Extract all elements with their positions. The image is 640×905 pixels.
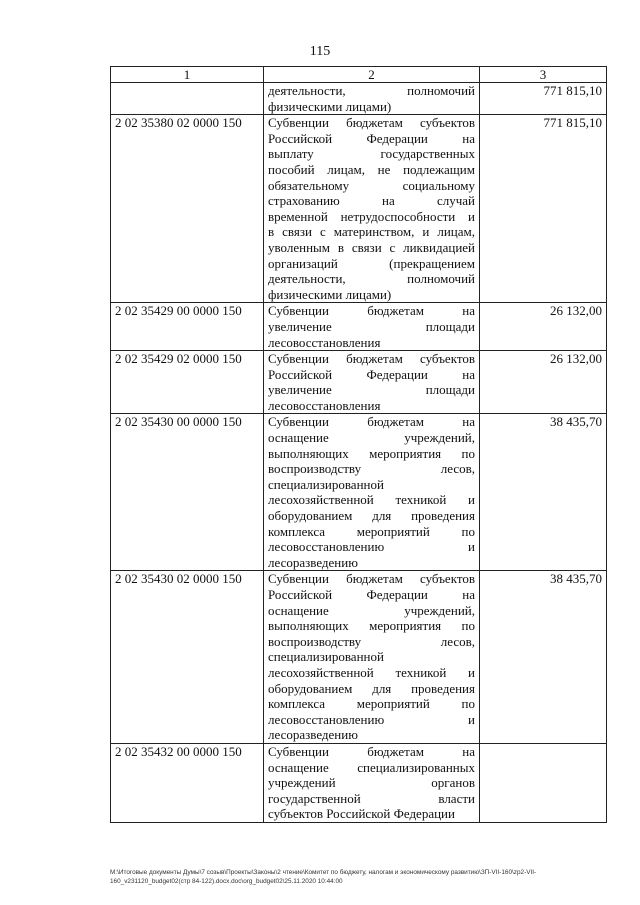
page-number: 115 bbox=[309, 44, 331, 59]
description-line: комплекса мероприятий по bbox=[268, 696, 475, 712]
description-line: Субвенции бюджетам на bbox=[268, 303, 475, 319]
description-line: Российской Федерации на bbox=[268, 366, 475, 382]
column-header-1: 1 bbox=[111, 67, 264, 83]
description-line: обязательному социальному bbox=[268, 177, 475, 193]
description-line: комплекса мероприятий по bbox=[268, 523, 475, 539]
table-body bbox=[111, 83, 607, 823]
description-line: физическими лицами) bbox=[268, 98, 392, 114]
budget-code-cell bbox=[111, 83, 264, 115]
description-line: увеличение площади bbox=[268, 382, 475, 398]
amount-cell bbox=[480, 743, 607, 822]
column-header-2: 2 bbox=[264, 67, 480, 83]
amount-cell: 38 435,70 bbox=[480, 414, 607, 571]
document-path-footer: M:\Итоговые документы Думы\7 созыв\Проекты\Законы\2 чтение\Комитет по бюджету, налогам и экономическому развитию\ЗП-VII-160\zp2-VII-160_v231120_budget02(стр 84-122).docx.doc\org_budget02\25.11.2020 10:44:00 bbox=[110, 869, 537, 885]
description-line: увеличение площади bbox=[268, 318, 475, 334]
description-line: специализированной bbox=[268, 476, 384, 492]
table-row bbox=[111, 303, 607, 351]
description-cell bbox=[264, 571, 480, 744]
budget-code-cell: 2 02 35430 00 0000 150 bbox=[111, 414, 264, 571]
description-line: воспроизводству лесов, bbox=[268, 633, 475, 649]
description-line: оснащение специализированных bbox=[268, 759, 475, 775]
description-line: выполняющих мероприятия по bbox=[268, 618, 475, 634]
table-row bbox=[111, 571, 607, 744]
description-cell bbox=[264, 303, 480, 351]
table-header-row bbox=[111, 67, 607, 83]
description-line: в связи с материнством, и лицам, bbox=[268, 224, 475, 240]
description-line: уволенным в связи с ликвидацией bbox=[268, 239, 475, 255]
table-row bbox=[111, 414, 607, 571]
budget-code-cell: 2 02 35432 00 0000 150 bbox=[111, 743, 264, 822]
description-line: деятельности, полномочий bbox=[268, 271, 475, 287]
description-line: страхованию на случай bbox=[268, 193, 475, 209]
column-header-3: 3 bbox=[480, 67, 607, 83]
description-line: лесовосстановления bbox=[268, 397, 381, 413]
description-line: Российской Федерации на bbox=[268, 130, 475, 146]
description-line: специализированной bbox=[268, 649, 384, 665]
description-line: оборудованием для проведения bbox=[268, 508, 475, 524]
budget-code-cell: 2 02 35429 02 0000 150 bbox=[111, 351, 264, 414]
description-line: лесовосстановления bbox=[268, 334, 381, 350]
description-line: учреждений органов bbox=[268, 775, 475, 791]
description-line: субъектов Российской Федерации bbox=[268, 806, 455, 822]
description-cell bbox=[264, 351, 480, 414]
description-line: лесохозяйственной техникой и bbox=[268, 664, 475, 680]
description-cell bbox=[264, 414, 480, 571]
description-cell bbox=[264, 115, 480, 303]
description-line: лесовосстановлению и bbox=[268, 711, 475, 727]
description-line: Субвенции бюджетам субъектов bbox=[268, 571, 475, 587]
description-line: физическими лицами) bbox=[268, 286, 392, 302]
description-line: лесовосстановлению и bbox=[268, 539, 475, 555]
amount-cell: 771 815,10 bbox=[480, 115, 607, 303]
description-line: Субвенции бюджетам на bbox=[268, 414, 475, 430]
description-line: выполняющих мероприятия по bbox=[268, 445, 475, 461]
description-line: организаций (прекращением bbox=[268, 255, 475, 271]
table-row bbox=[111, 83, 607, 115]
description-line: лесоразведению bbox=[268, 727, 358, 743]
table-row bbox=[111, 351, 607, 414]
description-line: Субвенции бюджетам на bbox=[268, 743, 475, 759]
amount-cell: 26 132,00 bbox=[480, 303, 607, 351]
description-line: пособий лицам, не подлежащим bbox=[268, 161, 475, 177]
description-line: Российской Федерации на bbox=[268, 587, 475, 602]
description-line: Субвенции бюджетам субъектов bbox=[268, 351, 475, 367]
budget-code-cell: 2 02 35430 02 0000 150 bbox=[111, 571, 264, 744]
table-row bbox=[111, 115, 607, 303]
description-line: выплату государственных bbox=[268, 146, 475, 162]
description-cell bbox=[264, 83, 480, 115]
budget-code-cell: 2 02 35380 02 0000 150 bbox=[111, 115, 264, 303]
description-line: лесохозяйственной техникой и bbox=[268, 492, 475, 508]
budget-table bbox=[110, 66, 607, 823]
description-line: воспроизводству лесов, bbox=[268, 461, 475, 477]
description-line: оснащение учреждений, bbox=[268, 602, 475, 618]
description-line: лесоразведению bbox=[268, 554, 358, 570]
budget-code-cell: 2 02 35429 00 0000 150 bbox=[111, 303, 264, 351]
description-line: оснащение учреждений, bbox=[268, 430, 475, 446]
amount-cell: 26 132,00 bbox=[480, 351, 607, 414]
amount-cell: 771 815,10 bbox=[480, 83, 607, 115]
description-line: временной нетрудоспособности и bbox=[268, 208, 475, 224]
description-line: оборудованием для проведения bbox=[268, 680, 475, 696]
table-row bbox=[111, 743, 607, 822]
amount-cell: 38 435,70 bbox=[480, 571, 607, 744]
description-line: деятельности, полномочий bbox=[268, 83, 475, 98]
description-line: государственной власти bbox=[268, 790, 475, 806]
description-line: Субвенции бюджетам субъектов bbox=[268, 115, 475, 131]
description-cell bbox=[264, 743, 480, 822]
